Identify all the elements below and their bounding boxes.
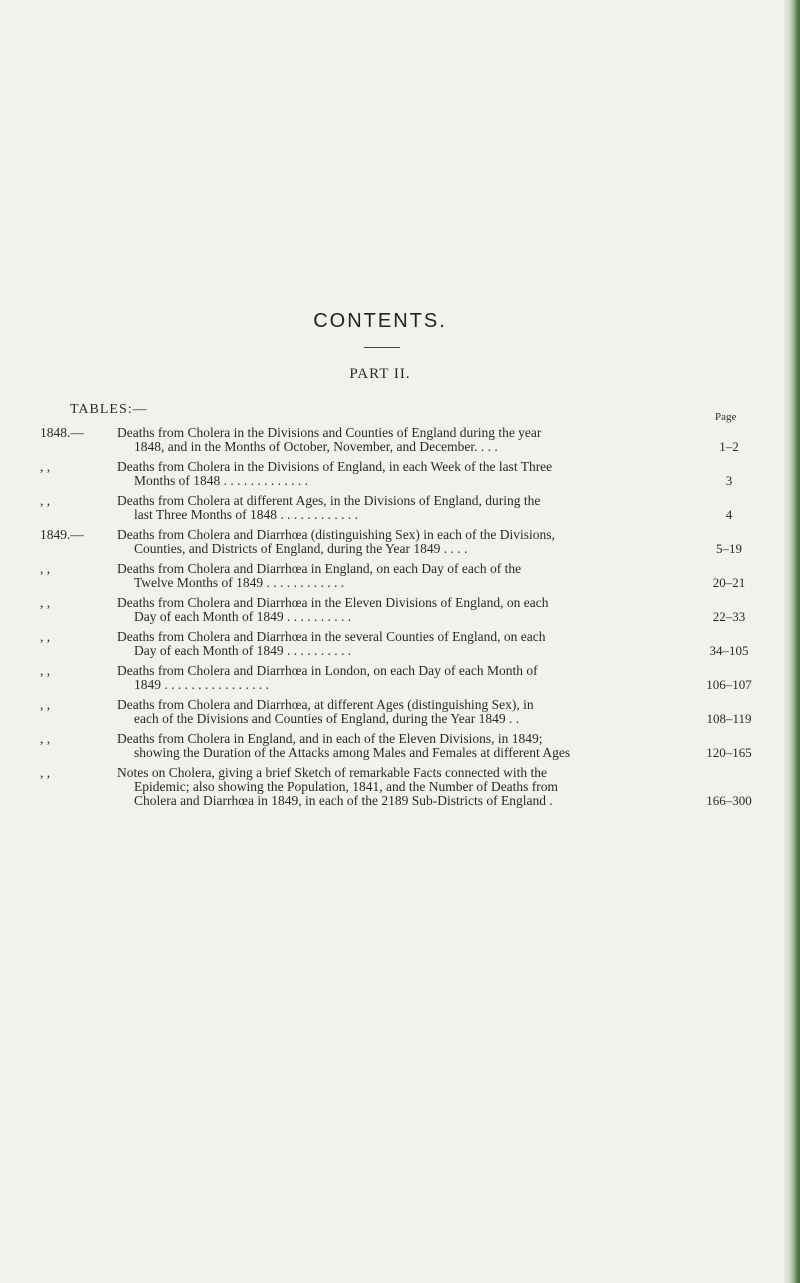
- entry-description-line: Deaths from Cholera in the Divisions of England, in each Week of the last Three: [117, 459, 553, 474]
- entry-page-range: 106–107: [706, 677, 752, 692]
- contents-entry: [40, 460, 760, 488]
- entry-page-range: 20–21: [712, 575, 746, 590]
- entry-description-line: Months of 1848 . . . . . . . . . . . . .: [134, 473, 309, 488]
- entry-description-line: Deaths from Cholera in England, and in each of the Eleven Divisions, in 1849;: [117, 731, 543, 746]
- entry-description: [117, 732, 693, 760]
- entry-page-range: 108–119: [706, 711, 752, 726]
- contents-entry: [40, 766, 760, 808]
- entry-description-line: Epidemic; also showing the Population, 1841, and the Number of Deaths from: [134, 779, 559, 794]
- entry-page-range: 1–2: [719, 439, 739, 454]
- entry-description-line: Deaths from Cholera and Diarrhœa in London, on each Day of each Month of: [117, 663, 538, 678]
- contents-entry: [40, 528, 760, 556]
- entry-year-marker: , ,: [40, 731, 51, 746]
- entry-description-line: Counties, and Districts of England, during the Year 1849 . . . .: [134, 541, 468, 556]
- entry-description-line: Deaths from Cholera and Diarrhœa, at different Ages (distinguishing Sex), in: [117, 697, 534, 712]
- entry-description-line: last Three Months of 1848 . . . . . . . . . . . .: [134, 507, 358, 522]
- page-edge-shadow: [784, 0, 800, 1283]
- entry-page-range: 166–300: [706, 793, 752, 808]
- entry-year-marker: 1848.—: [40, 425, 84, 440]
- entry-description-line: Notes on Cholera, giving a brief Sketch of remarkable Facts connected with the: [117, 765, 547, 780]
- entry-page-range: 120–165: [706, 745, 752, 760]
- entry-description: [117, 460, 693, 488]
- entry-page-range: 3: [725, 473, 733, 488]
- entry-description-line: Deaths from Cholera and Diarrhœa (distinguishing Sex) in each of the Divisions,: [117, 527, 555, 542]
- contents-entry: [40, 596, 760, 624]
- entry-year-marker: , ,: [40, 459, 51, 474]
- entry-description-line: 1849 . . . . . . . . . . . . . . . .: [134, 677, 269, 692]
- entry-year-marker: , ,: [40, 561, 51, 576]
- entry-description-line: each of the Divisions and Counties of England, during the Year 1849 . .: [134, 711, 520, 726]
- entry-year-marker: 1849.—: [40, 527, 84, 542]
- entry-description: [117, 698, 693, 726]
- entry-description: [117, 630, 693, 658]
- contents-entry: [40, 630, 760, 658]
- entry-page-range: 22–33: [712, 609, 746, 624]
- entry-description-line: Day of each Month of 1849 . . . . . . . . . .: [134, 643, 352, 658]
- contents-entry: [40, 494, 760, 522]
- entry-description: [117, 766, 693, 808]
- entry-page-range: 5–19: [716, 541, 742, 556]
- tables-label: TABLES:—: [70, 402, 148, 417]
- entry-year-marker: , ,: [40, 595, 51, 610]
- entry-year-marker: , ,: [40, 765, 51, 780]
- entry-description-line: Deaths from Cholera at different Ages, in the Divisions of England, during the: [117, 493, 541, 508]
- entry-description: [117, 494, 693, 522]
- entry-description-line: Deaths from Cholera and Diarrhœa in England, on each Day of each of the: [117, 561, 522, 576]
- entry-description-line: Cholera and Diarrhœa in 1849, in each of the 2189 Sub-Districts of England .: [134, 793, 553, 808]
- entry-year-marker: , ,: [40, 493, 51, 508]
- entry-description: [117, 426, 693, 454]
- page-column-label: Page: [715, 411, 737, 423]
- entry-description: [117, 528, 693, 556]
- entry-description-line: Deaths from Cholera in the Divisions and Counties of England during the year: [117, 425, 542, 440]
- title-rule: [364, 347, 400, 348]
- entry-description: [117, 664, 693, 692]
- entry-description-line: Deaths from Cholera and Diarrhœa in the Eleven Divisions of England, on each: [117, 595, 549, 610]
- entry-description-line: Deaths from Cholera and Diarrhœa in the several Counties of England, on each: [117, 629, 546, 644]
- entry-page-range: 34–105: [709, 643, 749, 658]
- entry-description-line: showing the Duration of the Attacks among Males and Females at different Ages: [134, 745, 571, 760]
- part-heading: PART II.: [349, 366, 411, 382]
- contents-entry: [40, 698, 760, 726]
- contents-list: [40, 426, 760, 814]
- page-title: CONTENTS.: [313, 310, 447, 332]
- entry-page-range: 4: [725, 507, 733, 522]
- entry-description: [117, 596, 693, 624]
- entry-year-marker: , ,: [40, 663, 51, 678]
- contents-entry: [40, 562, 760, 590]
- entry-description: [117, 562, 693, 590]
- contents-entry: [40, 426, 760, 454]
- entry-year-marker: , ,: [40, 629, 51, 644]
- entry-description-line: 1848, and in the Months of October, November, and December. . . .: [134, 439, 498, 454]
- contents-entry: [40, 664, 760, 692]
- entry-year-marker: , ,: [40, 697, 51, 712]
- contents-entry: [40, 732, 760, 760]
- entry-description-line: Day of each Month of 1849 . . . . . . . . . .: [134, 609, 352, 624]
- entry-description-line: Twelve Months of 1849 . . . . . . . . . . . .: [134, 575, 345, 590]
